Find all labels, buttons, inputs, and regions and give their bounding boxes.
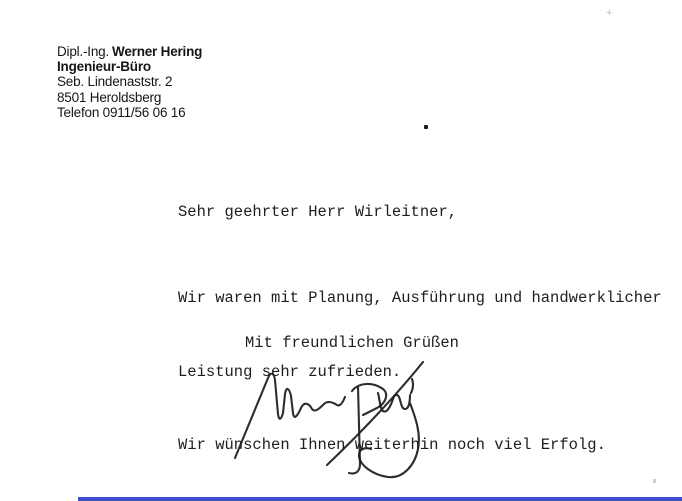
letter-closing: Mit freundlichen Grüßen — [245, 334, 459, 352]
signature-stroke-loop — [359, 379, 419, 477]
letterhead-person-name: Werner Hering — [112, 44, 203, 59]
letterhead-city: 8501 Heroldsberg — [57, 89, 162, 105]
signature-stroke-stem — [349, 384, 386, 474]
scan-artifact-dot — [424, 125, 428, 129]
signature-stroke-slash — [327, 362, 423, 465]
letterhead-phone: Telefon 0911/56 06 16 — [57, 104, 186, 120]
letterhead-line-name — [57, 44, 202, 59]
scan-artifact-plus-mark: + — [606, 7, 613, 19]
bottom-accent-line — [78, 497, 682, 501]
letterhead — [57, 44, 202, 120]
paragraph-line-1: Wir waren mit Planung, Ausführung und handwerklicher — [178, 289, 662, 307]
paragraph-line-2: Leistung sehr zufrieden. — [178, 362, 402, 381]
letterhead-title: Dipl.-Ing. — [57, 44, 110, 59]
signature-stroke-first-name — [235, 374, 345, 458]
signature-werner-hering — [210, 358, 450, 486]
letter-greeting: Sehr geehrter Herr Wirleitner, — [178, 203, 458, 221]
letterhead-company: Ingenieur-Büro — [57, 59, 151, 75]
paragraph-line-3: Wir wünschen Ihnen weiterhin noch viel Erfolg. — [178, 436, 606, 454]
letterhead-street: Seb. Lindenaststr. 2 — [57, 74, 173, 90]
